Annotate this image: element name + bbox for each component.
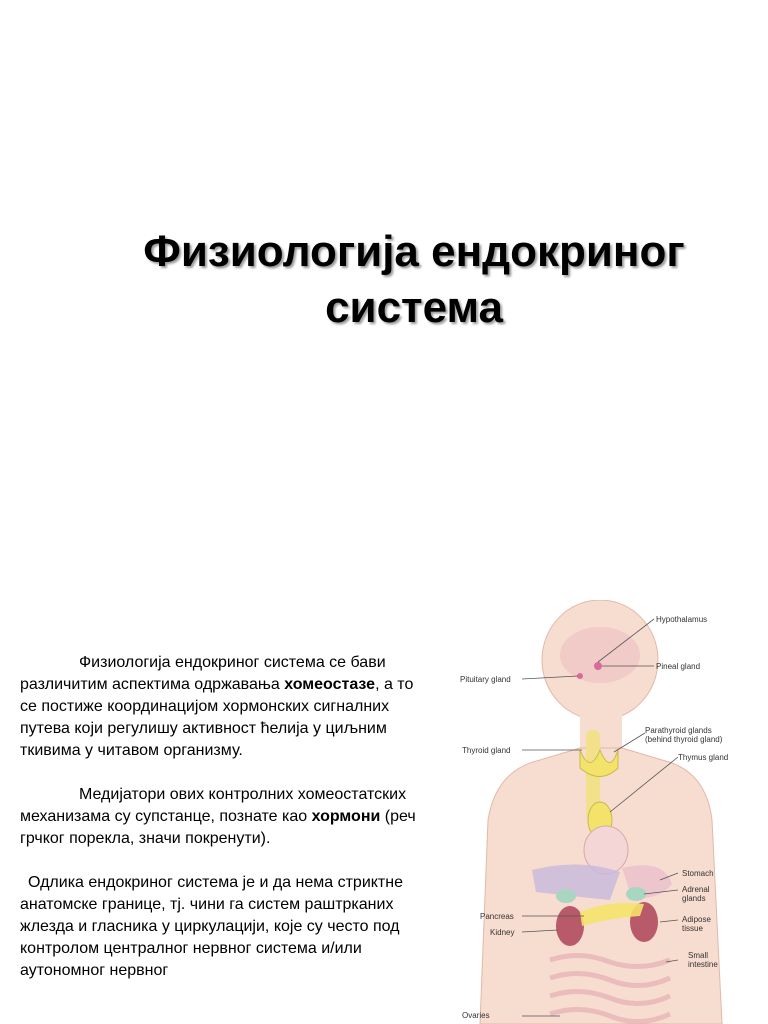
paragraph-2 (20, 784, 430, 850)
label-pineal-gland: Pineal gland (656, 662, 701, 671)
kidney-left (556, 906, 584, 946)
label-adipose-2: tissue (682, 924, 703, 933)
label-adrenal-1: Adrenal (682, 885, 710, 894)
label-adipose-1: Adipose (682, 915, 711, 924)
body-text (20, 652, 430, 1004)
paragraph-2-text-b: (реч грчког порекла, значи покренути). (20, 808, 416, 847)
paragraph-2-text-a: Медијатори ових контролних хомеостатских механизама су супстанце, познате као (20, 786, 407, 825)
paragraph-1-bold: хомеостазе (284, 676, 376, 693)
adrenal-gland-right (626, 887, 646, 901)
paragraph-2-bold: хормони (311, 808, 381, 825)
paragraph-3: Одлика ендокриног система је и да нема стриктне анатомске границе, тј. чини га систем раштрканих жлезда и гласника у циркулацији, које су често под контролом централног нервног система и/или аутономног нервног (20, 874, 403, 979)
title-line-2: система (325, 283, 503, 332)
label-small-1: Small (688, 951, 709, 960)
label-hypothalamus: Hypothalamus (656, 615, 708, 624)
endocrine-system-figure (440, 600, 768, 1024)
label-stomach: Stomach (682, 869, 714, 878)
label-pancreas: Pancreas (480, 912, 514, 921)
paragraph-1-text-a: Физиологија ендокриног система се бави различитим аспектима одржавања (20, 654, 386, 693)
label-parathyroid-1: Parathyroid glands (645, 726, 712, 735)
paragraph-1 (20, 652, 430, 762)
label-thyroid-gland: Thyroid gland (462, 746, 511, 755)
pineal-gland (594, 662, 602, 670)
label-parathyroid-2: (behind thyroid gland) (645, 735, 723, 744)
label-thymus-gland: Thymus gland (678, 753, 729, 762)
slide-title (60, 224, 768, 336)
title-line-1: Физиологија ендокриног (143, 227, 685, 276)
brain (560, 627, 640, 683)
label-small-2: intestine (688, 960, 718, 969)
label-pituitary-gland: Pituitary gland (460, 675, 511, 684)
paragraph-1-text-b: , а то се постиже координацијом хормонских сигналних путева који регулишу активност ћелија у циљним ткивима у читавом организму. (20, 676, 414, 759)
label-kidney: Kidney (490, 928, 515, 937)
label-ovaries: Ovaries (462, 1011, 490, 1020)
label-adrenal-2: glands (682, 894, 706, 903)
adrenal-gland-left (556, 889, 576, 903)
